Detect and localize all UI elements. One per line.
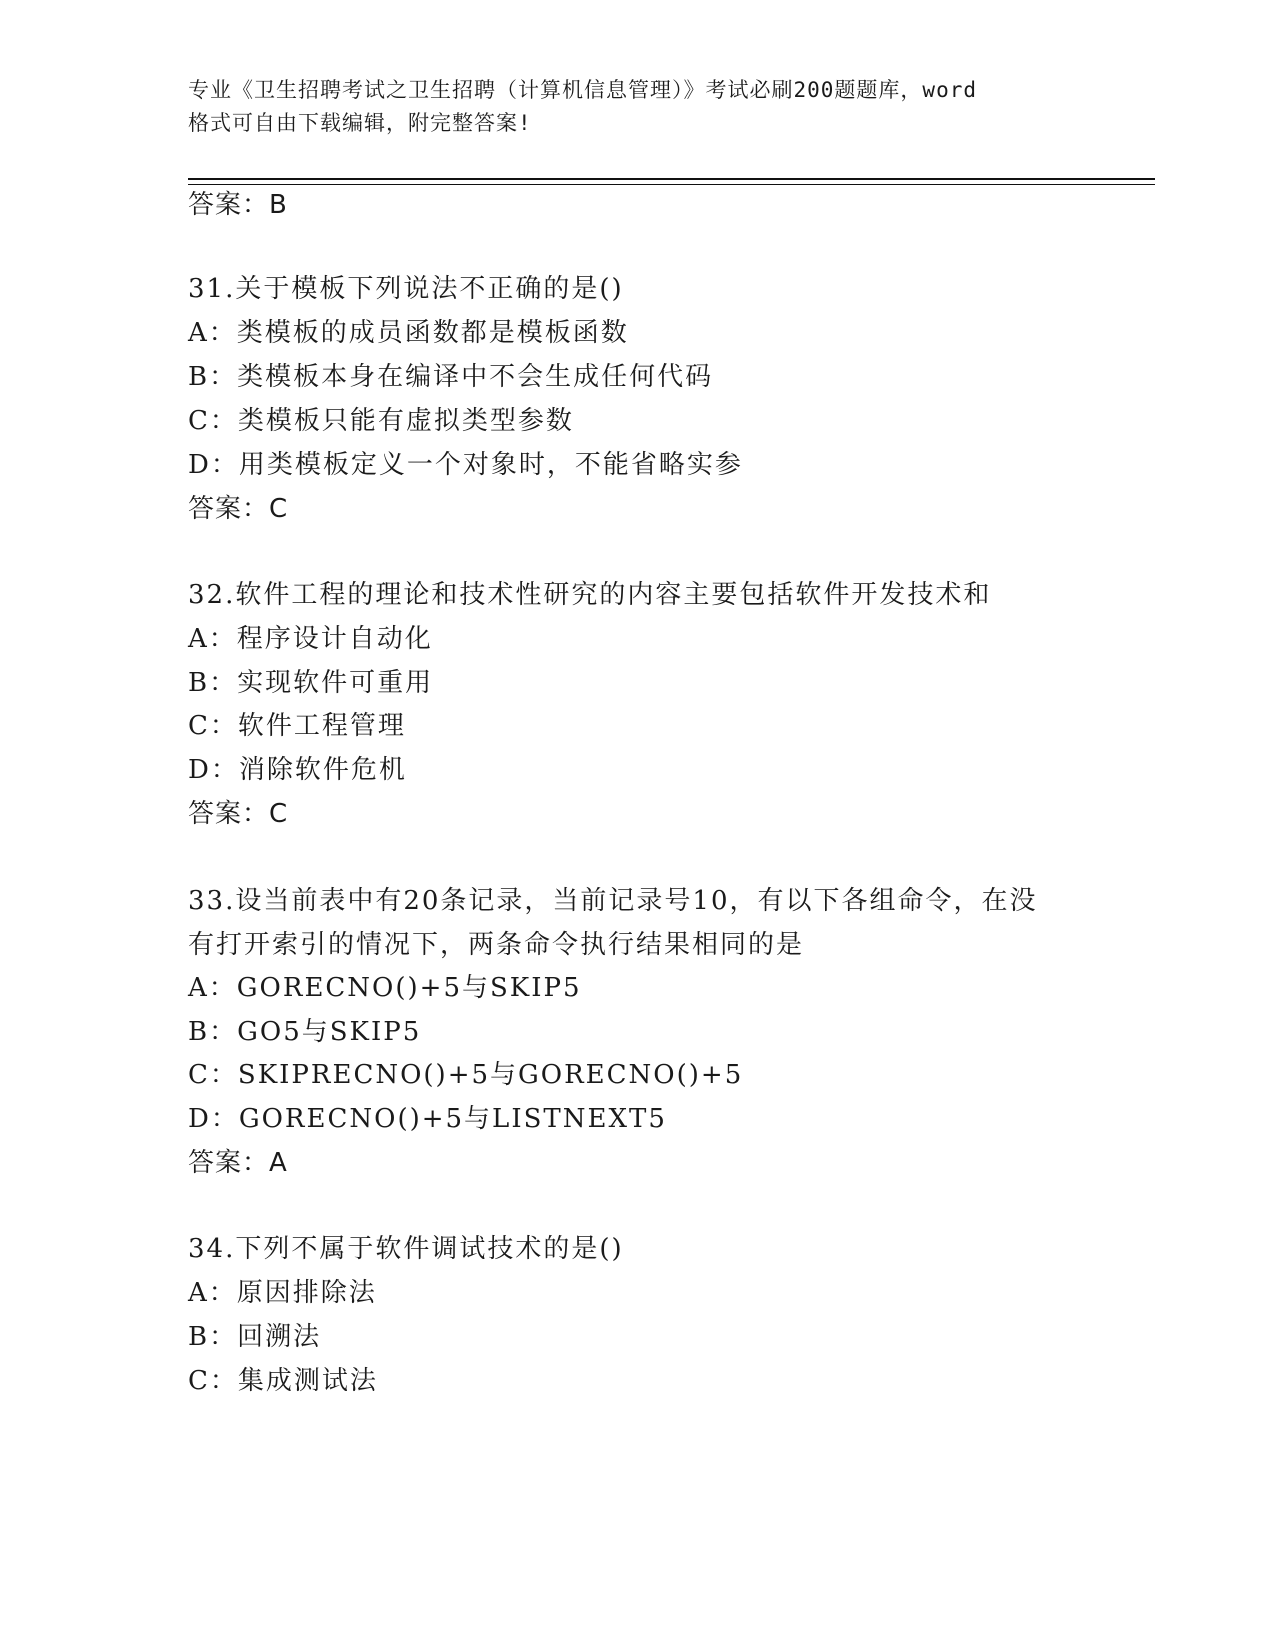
question-34-option-c: C：集成测试法 (188, 1366, 378, 1396)
question-31-option-a: A：类模板的成员函数都是模板函数 (188, 318, 629, 348)
document-header (188, 74, 1088, 140)
question-32-option-a: A：程序设计自动化 (188, 624, 433, 654)
question-31-option-c: C：类模板只能有虚拟类型参数 (188, 406, 574, 436)
header-line-1: 专业《卫生招聘考试之卫生招聘（计算机信息管理）》考试必刷200题题库，word (188, 78, 977, 102)
question-32-option-c: C：软件工程管理 (188, 711, 406, 741)
question-33-stem-line-1: 33.设当前表中有20条记录，当前记录号10，有以下各组命令，在没 (188, 886, 1038, 916)
question-32-answer: 答案：C (188, 799, 289, 829)
question-34-stem: 34.下列不属于软件调试技术的是() (188, 1234, 624, 1264)
previous-answer: 答案：B (188, 190, 288, 220)
question-31-stem: 31.关于模板下列说法不正确的是() (188, 274, 624, 304)
question-33-option-b: B：GO5与SKIP5 (188, 1017, 422, 1047)
question-32-option-d: D：消除软件危机 (188, 755, 407, 785)
question-33-option-c: C：SKIPRECNO()+5与GORECNO()+5 (188, 1060, 744, 1090)
question-33-option-a: A：GORECNO()+5与SKIP5 (188, 973, 582, 1003)
question-31-option-b: B：类模板本身在编译中不会生成任何代码 (188, 362, 714, 392)
question-33-stem-line-2: 有打开索引的情况下，两条命令执行结果相同的是 (188, 930, 805, 960)
question-32-stem: 32.软件工程的理论和技术性研究的内容主要包括软件开发技术和 (188, 580, 992, 610)
header-rule-thick (188, 178, 1155, 180)
question-31-option-d: D：用类模板定义一个对象时，不能省略实参 (188, 450, 743, 480)
header-line-2: 格式可自由下载编辑，附完整答案! (188, 111, 532, 135)
question-34-option-b: B：回溯法 (188, 1322, 322, 1352)
question-34-option-a: A：原因排除法 (188, 1278, 377, 1308)
question-31-answer: 答案：C (188, 494, 289, 524)
question-32-option-b: B：实现软件可重用 (188, 668, 434, 698)
question-33-option-d: D：GORECNO()+5与LISTNEXT5 (188, 1104, 667, 1134)
header-rule-thin (188, 184, 1155, 185)
question-33-answer: 答案：A (188, 1148, 288, 1178)
